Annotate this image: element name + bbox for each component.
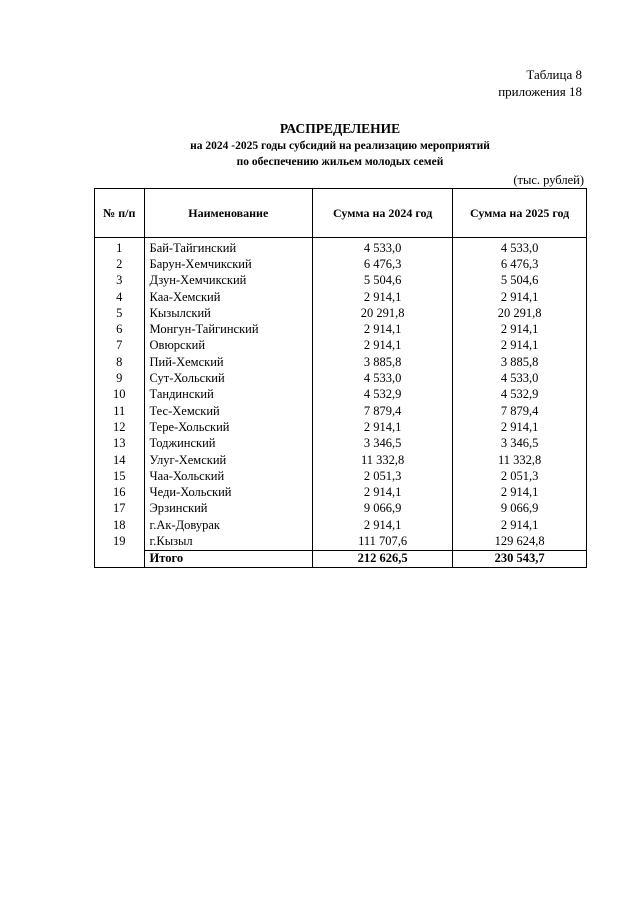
row-sum-2025: 2 914,1 bbox=[453, 517, 587, 533]
row-sum-2025: 2 051,3 bbox=[453, 468, 587, 484]
row-sum-2025: 4 533,0 bbox=[453, 238, 587, 257]
row-sum-2025: 9 066,9 bbox=[453, 501, 587, 517]
row-name: Тес-Хемский bbox=[144, 403, 313, 419]
document-heading bbox=[94, 120, 586, 170]
row-name: г.Ак-Довурак bbox=[144, 517, 313, 533]
row-number: 16 bbox=[95, 484, 145, 500]
row-name: Сут-Хольский bbox=[144, 370, 313, 386]
row-sum-2025: 3 346,5 bbox=[453, 436, 587, 452]
row-sum-2025: 129 624,8 bbox=[453, 533, 587, 550]
row-sum-2024: 111 707,6 bbox=[313, 533, 453, 550]
row-number: 2 bbox=[95, 256, 145, 272]
row-sum-2025: 11 332,8 bbox=[453, 452, 587, 468]
table-row bbox=[95, 517, 587, 533]
row-sum-2025: 4 533,0 bbox=[453, 370, 587, 386]
row-name: Монгун-Тайгинский bbox=[144, 321, 313, 337]
row-sum-2024: 5 504,6 bbox=[313, 273, 453, 289]
row-name: Кызылский bbox=[144, 305, 313, 321]
table-row bbox=[95, 533, 587, 550]
table-header-row bbox=[95, 189, 587, 238]
row-number: 10 bbox=[95, 387, 145, 403]
row-sum-2025: 3 885,8 bbox=[453, 354, 587, 370]
row-sum-2024: 3 885,8 bbox=[313, 354, 453, 370]
table-row bbox=[95, 436, 587, 452]
document-title: РАСПРЕДЕЛЕНИЕ bbox=[279, 121, 401, 136]
table-row bbox=[95, 370, 587, 386]
row-sum-2024: 9 066,9 bbox=[313, 501, 453, 517]
table-row bbox=[95, 289, 587, 305]
row-sum-2025: 2 914,1 bbox=[453, 484, 587, 500]
row-sum-2024: 2 914,1 bbox=[313, 321, 453, 337]
row-name: Чеди-Хольский bbox=[144, 484, 313, 500]
row-number: 13 bbox=[95, 436, 145, 452]
table-row bbox=[95, 387, 587, 403]
table-row bbox=[95, 256, 587, 272]
row-sum-2025: 4 532,9 bbox=[453, 387, 587, 403]
row-sum-2024: 20 291,8 bbox=[313, 305, 453, 321]
table-row bbox=[95, 501, 587, 517]
table-label: Таблица 8 bbox=[526, 67, 582, 82]
row-sum-2025: 2 914,1 bbox=[453, 338, 587, 354]
row-sum-2024: 2 051,3 bbox=[313, 468, 453, 484]
row-name: Чаа-Хольский bbox=[144, 468, 313, 484]
row-name: Дзун-Хемчикский bbox=[144, 273, 313, 289]
table-row bbox=[95, 238, 587, 257]
row-name: Каа-Хемский bbox=[144, 289, 313, 305]
row-sum-2025: 2 914,1 bbox=[453, 289, 587, 305]
table-row bbox=[95, 484, 587, 500]
row-name: Улуг-Хемский bbox=[144, 452, 313, 468]
row-number: 11 bbox=[95, 403, 145, 419]
row-name: Пий-Хемский bbox=[144, 354, 313, 370]
row-number: 19 bbox=[95, 533, 145, 550]
table-reference bbox=[498, 66, 582, 100]
row-name: Тандинский bbox=[144, 387, 313, 403]
total-empty-cell bbox=[95, 550, 145, 567]
row-name: Бай-Тайгинский bbox=[144, 238, 313, 257]
row-sum-2024: 4 532,9 bbox=[313, 387, 453, 403]
total-sum-2025: 230 543,7 bbox=[453, 550, 587, 567]
distribution-table bbox=[94, 188, 587, 568]
row-sum-2024: 3 346,5 bbox=[313, 436, 453, 452]
row-sum-2024: 2 914,1 bbox=[313, 517, 453, 533]
row-number: 18 bbox=[95, 517, 145, 533]
row-number: 6 bbox=[95, 321, 145, 337]
row-sum-2025: 5 504,6 bbox=[453, 273, 587, 289]
row-number: 4 bbox=[95, 289, 145, 305]
row-name: г.Кызыл bbox=[144, 533, 313, 550]
table-total-row bbox=[95, 550, 587, 567]
row-name: Тоджинский bbox=[144, 436, 313, 452]
table-row bbox=[95, 403, 587, 419]
document-subtitle-line2: по обеспечению жильем молодых семей bbox=[236, 156, 444, 168]
row-name: Эрзинский bbox=[144, 501, 313, 517]
units-note: (тыс. рублей) bbox=[513, 173, 584, 187]
appendix-label: приложения 18 bbox=[498, 84, 582, 99]
row-sum-2024: 2 914,1 bbox=[313, 419, 453, 435]
row-number: 8 bbox=[95, 354, 145, 370]
row-sum-2024: 2 914,1 bbox=[313, 484, 453, 500]
table-row bbox=[95, 468, 587, 484]
table-row bbox=[95, 354, 587, 370]
row-sum-2024: 6 476,3 bbox=[313, 256, 453, 272]
row-number: 12 bbox=[95, 419, 145, 435]
row-number: 1 bbox=[95, 238, 145, 257]
row-number: 14 bbox=[95, 452, 145, 468]
column-header-num: № п/п bbox=[95, 189, 145, 238]
column-header-sum-2024: Сумма на 2024 год bbox=[313, 189, 453, 238]
row-sum-2024: 11 332,8 bbox=[313, 452, 453, 468]
table-row bbox=[95, 305, 587, 321]
column-header-name: Наименование bbox=[144, 189, 313, 238]
row-sum-2024: 4 533,0 bbox=[313, 370, 453, 386]
column-header-sum-2025: Сумма на 2025 год bbox=[453, 189, 587, 238]
document-subtitle-line1: на 2024 -2025 годы субсидий на реализацию мероприятий bbox=[190, 140, 490, 152]
row-sum-2024: 2 914,1 bbox=[313, 289, 453, 305]
total-label: Итого bbox=[144, 550, 313, 567]
total-sum-2024: 212 626,5 bbox=[313, 550, 453, 567]
row-number: 15 bbox=[95, 468, 145, 484]
row-sum-2025: 2 914,1 bbox=[453, 321, 587, 337]
row-number: 5 bbox=[95, 305, 145, 321]
table-row bbox=[95, 321, 587, 337]
row-sum-2025: 2 914,1 bbox=[453, 419, 587, 435]
row-number: 3 bbox=[95, 273, 145, 289]
row-sum-2024: 4 533,0 bbox=[313, 238, 453, 257]
table-row bbox=[95, 338, 587, 354]
row-sum-2025: 7 879,4 bbox=[453, 403, 587, 419]
row-sum-2025: 6 476,3 bbox=[453, 256, 587, 272]
row-sum-2024: 2 914,1 bbox=[313, 338, 453, 354]
row-number: 17 bbox=[95, 501, 145, 517]
row-number: 9 bbox=[95, 370, 145, 386]
row-sum-2024: 7 879,4 bbox=[313, 403, 453, 419]
table-row bbox=[95, 452, 587, 468]
table-body bbox=[95, 238, 587, 568]
row-name: Барун-Хемчикский bbox=[144, 256, 313, 272]
row-sum-2025: 20 291,8 bbox=[453, 305, 587, 321]
row-name: Овюрский bbox=[144, 338, 313, 354]
row-number: 7 bbox=[95, 338, 145, 354]
table-row bbox=[95, 419, 587, 435]
row-name: Тере-Хольский bbox=[144, 419, 313, 435]
table-row bbox=[95, 273, 587, 289]
